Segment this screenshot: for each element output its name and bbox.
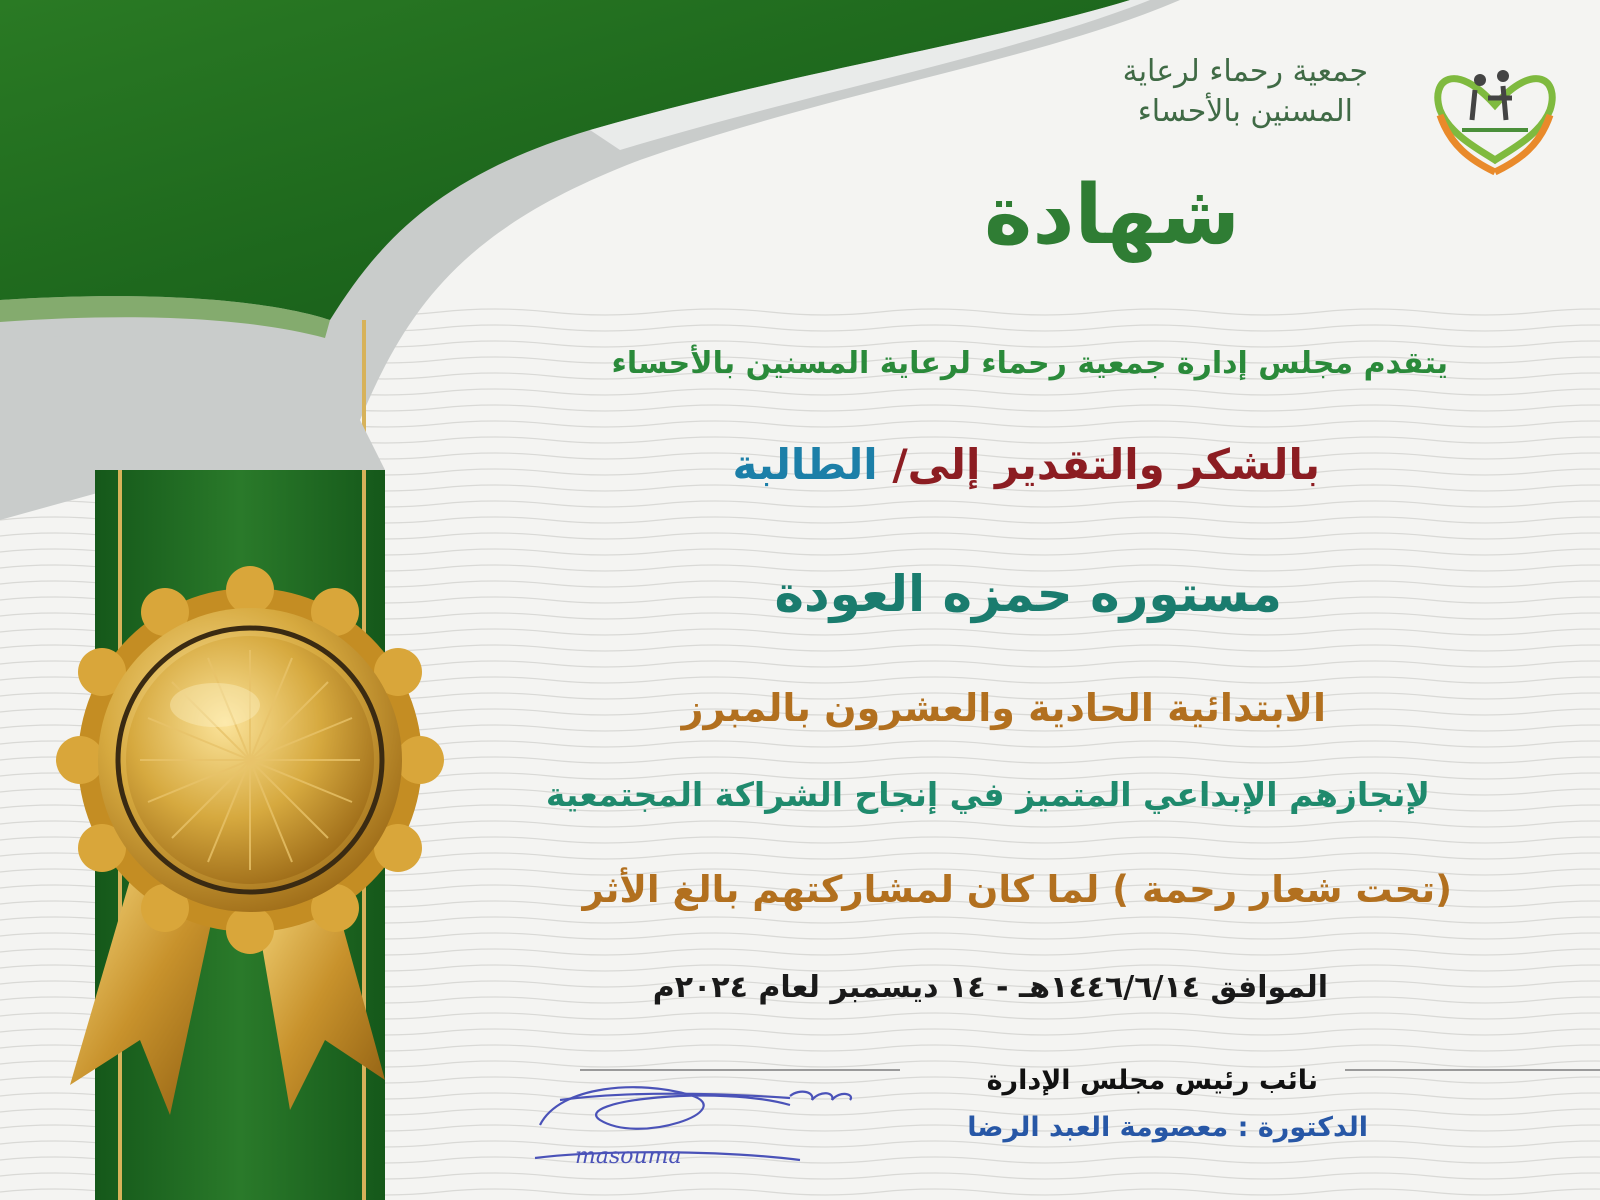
- date-line: الموافق ١٤٤٦/٦/١٤هـ - ١٤ ديسمبر لعام ٢٠٢٤م: [652, 970, 1328, 1005]
- thanks-line: [732, 440, 1320, 489]
- signatory-name: الدكتورة : معصومة العبد الرضا: [967, 1112, 1368, 1143]
- school-name: الابتدائية الحادية والعشرون بالمبرز: [681, 686, 1326, 730]
- signatory-title: نائب رئيس مجلس الإدارة: [986, 1065, 1318, 1096]
- slogan-line: (تحت شعار رحمة ) لما كان لمشاركتهم بالغ الأثر: [582, 868, 1452, 911]
- organization-name-line2: المسنين بالأحساء: [1137, 94, 1353, 129]
- thanks-text: بالشكر والتقدير إلى/: [892, 440, 1320, 489]
- achievement-line: لإنجازهم الإبداعي المتميز في إنجاح الشراكة المجتمعية: [545, 775, 1430, 814]
- addressee-title: الطالبة: [732, 440, 878, 489]
- organization-name: [1123, 52, 1368, 132]
- recipient-name: مستوره حمزه العودة: [774, 565, 1282, 623]
- certificate-title: شهادة: [983, 168, 1240, 263]
- organization-name-line1: جمعية رحماء لرعاية: [1122, 54, 1368, 89]
- svg-text:masouma: masouma: [575, 1144, 682, 1169]
- presenter-line: يتقدم مجلس إدارة جمعية رحماء لرعاية المسنين بالأحساء: [611, 346, 1448, 381]
